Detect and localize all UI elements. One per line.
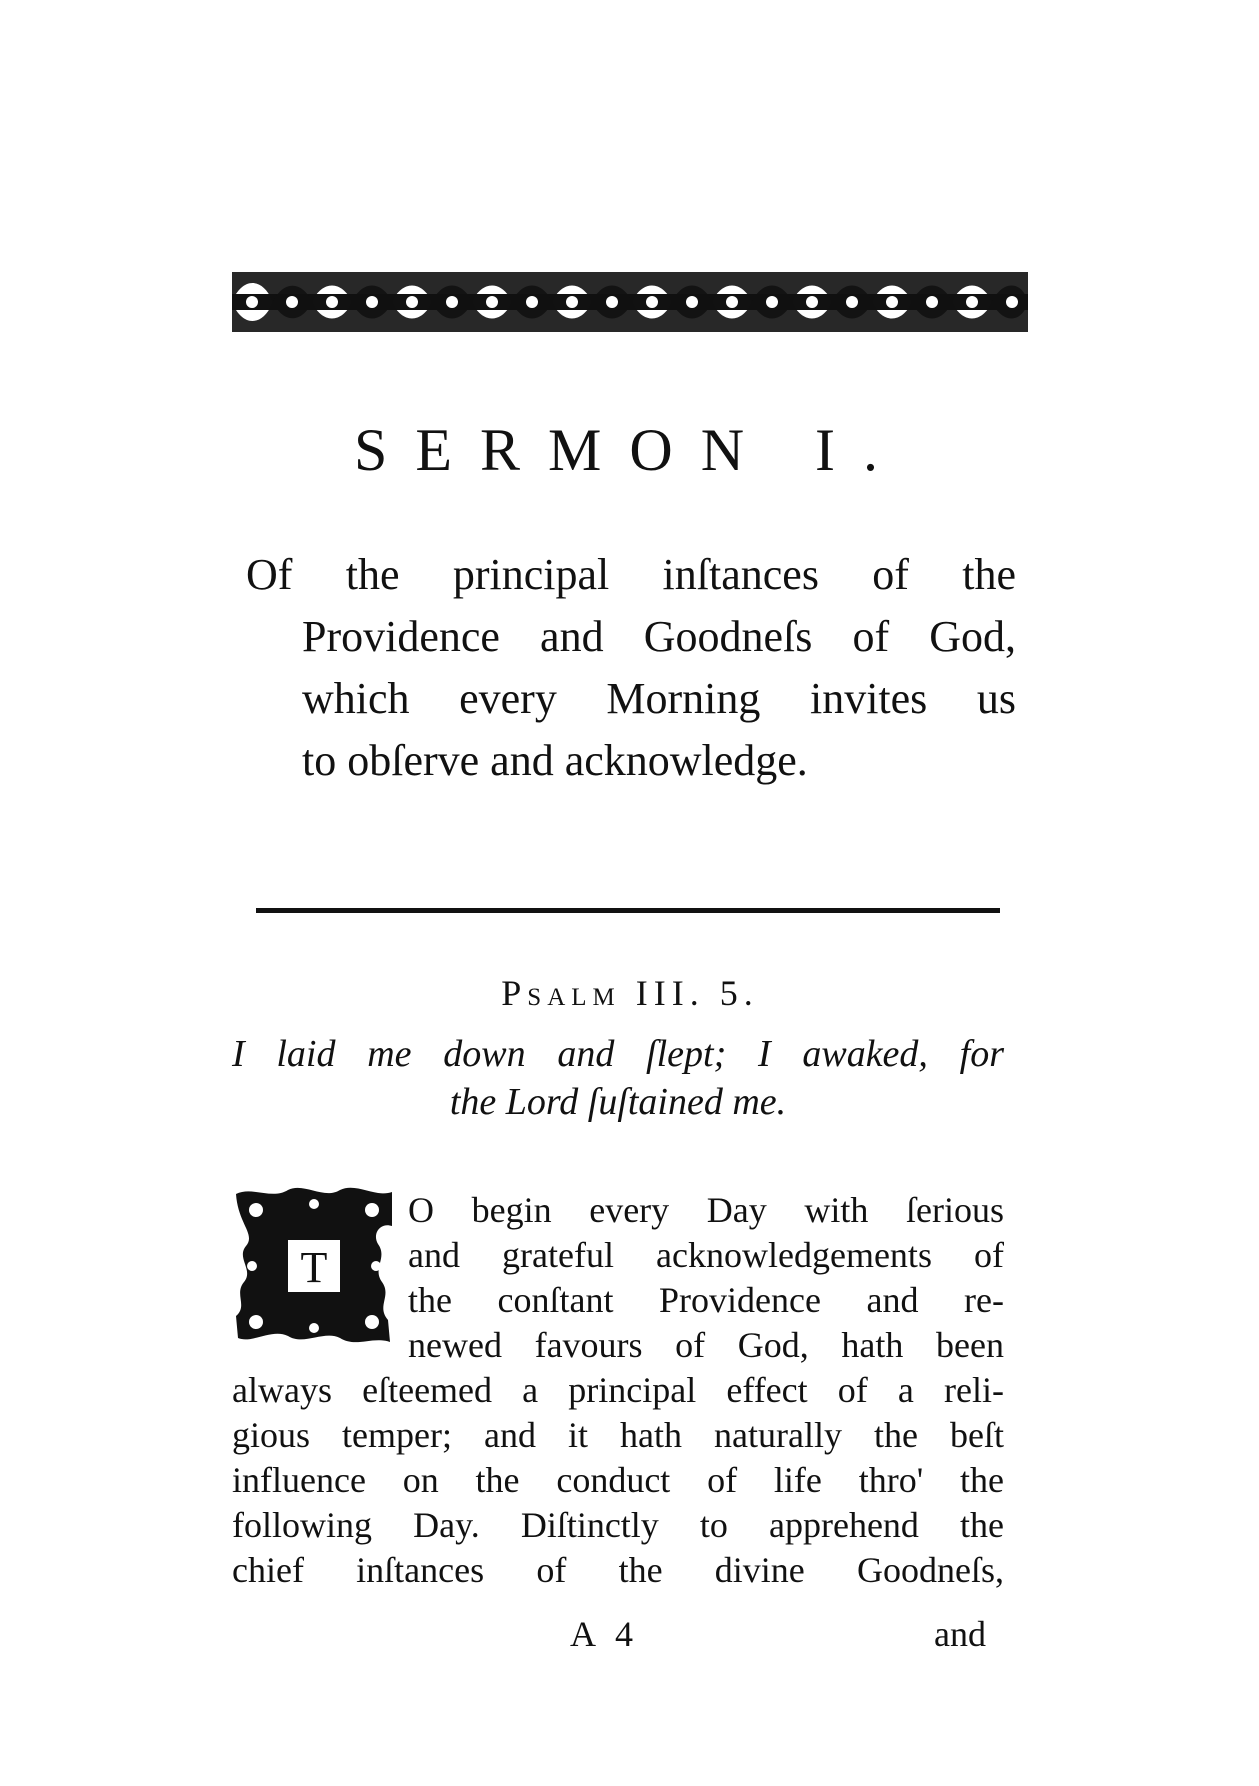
scripture-line: I laid me down and ſlept; I awaked, for xyxy=(232,1033,1004,1075)
body-line: and grateful acknowledgements of xyxy=(408,1235,1004,1275)
horizontal-rule xyxy=(256,908,1000,913)
sermon-subject xyxy=(246,544,1016,792)
scripture-line: the Lord ſuſtained me. xyxy=(449,1081,787,1123)
subject-line: Providence and Goodneſs of God, xyxy=(302,612,1016,661)
body-line: always eſteemed a principal effect of a reli- xyxy=(232,1370,1004,1410)
body-text xyxy=(232,1368,1004,1593)
catchword: and xyxy=(934,1614,986,1654)
signature-mark: A 4 xyxy=(570,1614,640,1654)
body-line: newed favours of God, hath been xyxy=(408,1325,1004,1365)
subject-line: to obſerve and acknowledge. xyxy=(302,736,808,785)
subject-line: Of the principal inſtances of the xyxy=(246,550,1016,599)
body-line: O begin every Day with ſerious xyxy=(408,1190,1004,1230)
initial-letter: T xyxy=(300,1243,328,1292)
decorated-initial xyxy=(232,1186,396,1346)
body-text-indented xyxy=(408,1188,1004,1368)
body-line: the conſtant Providence and re- xyxy=(408,1280,1004,1320)
body-line: influence on the conduct of life thro' the xyxy=(232,1460,1004,1500)
body-line: chief inſtances of the divine Goodneſs, xyxy=(232,1550,1004,1590)
scripture-reference: Psalm III. 5. xyxy=(501,973,759,1013)
subject-line: which every Morning invites us xyxy=(302,674,1016,723)
body-line: gious temper; and it hath naturally the beſt xyxy=(232,1415,1004,1455)
ornament-headpiece xyxy=(232,272,1028,332)
body-line: following Day. Diſtinctly to apprehend the xyxy=(232,1505,1004,1545)
sermon-title: SERMON I. xyxy=(353,417,907,483)
scripture-text xyxy=(232,1030,1004,1126)
